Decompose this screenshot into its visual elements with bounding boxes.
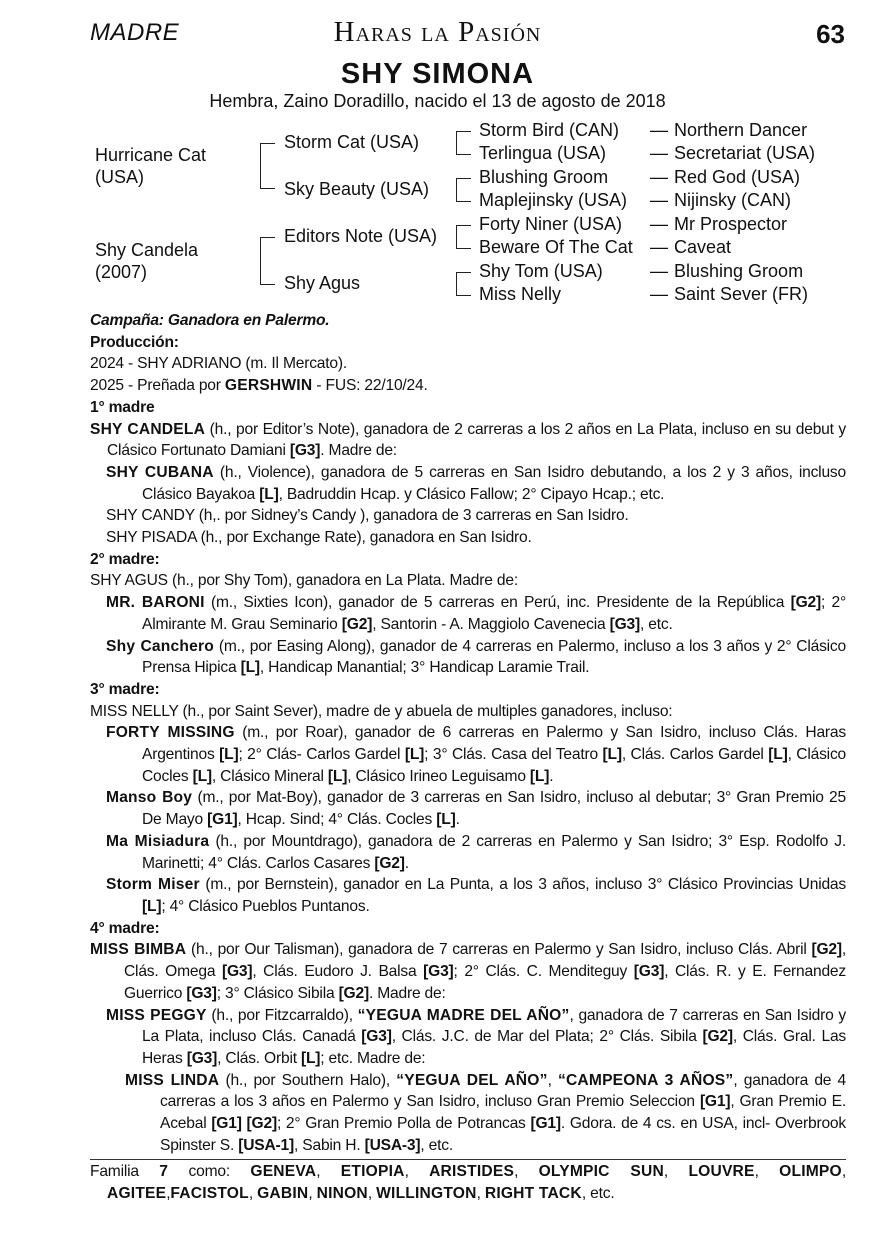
pedigree-gen4: Red God (USA) — [674, 167, 801, 187]
pedigree-gen4: Secretariat (USA) — [674, 143, 816, 163]
text: , Badruddin Hcap. y Clásico Fallow; 2° Cipayo Hcap.; etc. — [278, 485, 665, 503]
horse-subtitle: Hembra, Zaino Doradillo, nacido el 13 de agosto de 2018 — [209, 91, 666, 111]
text: , Clás. Gral. Las Heras — [142, 1028, 847, 1067]
grade-label: [L] — [219, 746, 239, 764]
offspring-entry — [90, 462, 846, 505]
horse-name-bold: MISS BIMBA — [90, 941, 187, 959]
text: , Clás. J.C. de Mar del Plata; 2° Clás. Sibila — [391, 1028, 703, 1046]
text: (h., por Editor’s Note), ganadora de 2 carreras a los 2 años en La Plata, incluso en su debut y Clásico Fortunato Damiani — [107, 420, 847, 460]
text: (m., por Mat-Boy), ganador de 3 carreras en San Isidro, incluso al debutar; 3° Gran Premio 25 De Mayo — [142, 789, 846, 829]
text: , — [404, 1163, 430, 1181]
text: 2025 - Preñada por — [90, 377, 225, 395]
horse-name-bold: Manso Boy — [106, 789, 193, 807]
text: (h., Violence), ganadora de 5 carreras en San Isidro debutando, a los 2 y 3 años, incluso Clásico Bayakoa — [142, 463, 846, 503]
text: , — [841, 1163, 846, 1181]
text: . Gdora. de 4 cs. en USA, incl- Overbrook Spinster S. — [160, 1115, 846, 1154]
dash: — — [650, 143, 668, 163]
text: , etc. — [420, 1136, 453, 1154]
grade-label: [L] — [602, 746, 622, 764]
text: , — [248, 1185, 258, 1203]
offspring-entry: SHY CANDY (h,. por Sidney’s Candy ), ganadora de 3 carreras en San Isidro. — [106, 507, 629, 525]
madre2-heading: 2° madre: — [90, 550, 160, 568]
text: ; 2° Clás. C. Menditeguy — [453, 963, 634, 981]
award-title: “YEGUA DEL AÑO” — [396, 1071, 548, 1089]
production-entry: 2024 - SHY ADRIANO (m. Il Mercato). — [90, 355, 348, 373]
pedigree-gen2: Sky Beauty (USA) — [284, 179, 430, 199]
section-label: MADRE — [90, 19, 180, 46]
grade-label: [L] — [327, 767, 348, 785]
family-horse: WILLINGTON — [376, 1185, 477, 1203]
bracket — [456, 131, 471, 155]
text: - FUS: 22/10/24. — [312, 377, 428, 395]
text: ; 2° Almirante M. Grau Seminario — [142, 594, 846, 633]
grade-label: [G3] — [221, 963, 253, 981]
madre4-heading: 4° madre: — [90, 919, 160, 937]
grade-label: [G3] — [609, 615, 641, 633]
dash: — — [650, 120, 668, 140]
text: , Hcap. Sind; 4° Clás. Cocles — [237, 811, 437, 829]
text: , — [316, 1163, 341, 1181]
text: , Clásico Irineo Leguisamo — [347, 767, 530, 785]
dam-entry: SHY AGUS (h., por Shy Tom), ganadora en La Plata. Madre de: — [90, 572, 518, 590]
grade-label: [G2] — [811, 941, 842, 959]
dam-entry — [90, 939, 846, 1004]
text: , etc. — [640, 615, 673, 633]
pedigree-gen4: Saint Sever (FR) — [674, 284, 809, 304]
pedigree-gen2: Editors Note (USA) — [284, 226, 438, 246]
text: (m., Sixties Icon), ganador de 5 carreras en Perú, inc. Presidente de la República — [204, 594, 791, 612]
text: , — [166, 1185, 171, 1203]
grade-label: [L] — [192, 767, 212, 785]
text: . Madre de: — [320, 442, 397, 460]
pedigree-sire: Hurricane Cat (USA) — [95, 145, 207, 187]
grade-label: [G2] — [790, 594, 821, 612]
madre3-heading: 3° madre: — [90, 680, 160, 698]
grade-label: [G3] — [186, 1049, 218, 1067]
pedigree-gen3: Storm Bird (CAN) — [479, 120, 620, 140]
pedigree-gen3: Miss Nelly — [479, 284, 562, 304]
family-horse: FACISTOL — [170, 1185, 249, 1203]
grade-label: [G3] — [186, 984, 217, 1002]
grade-label: [USA-1] — [238, 1136, 294, 1154]
text: ; 3° Clás. Casa del Teatro — [424, 746, 603, 764]
grade-label: [L] — [300, 1049, 321, 1067]
text: ; 4° Clásico Pueblos Puntanos. — [161, 897, 370, 915]
text: , — [547, 1071, 558, 1089]
text: , — [663, 1163, 689, 1181]
text: , — [476, 1185, 485, 1203]
text: (m., por Bernstein), ganador en La Punta, a los 3 años, incluso 3° Clásico Provincias Unidas — [199, 876, 846, 894]
dam-entry — [90, 419, 846, 462]
text: , ganadora de 4 carreras a los 3 años en Palermo y San Isidro, incluso Gran Premio Seleccion — [160, 1071, 847, 1111]
text: ; 2° Clás- Carlos Gardel — [238, 746, 405, 764]
award-title: “YEGUA MADRE DEL AÑO” — [357, 1006, 570, 1024]
family-number: 7 — [159, 1163, 169, 1181]
stallion-name: GERSHWIN — [224, 377, 313, 395]
dash: — — [650, 214, 668, 234]
text: . — [549, 767, 554, 785]
text: (h., por Mountdrago), ganadora de 2 carreras en Palermo y San Isidro; 3° Esp. Rodolfo J. Marinetti; 4° Clás. Carlos Casares — [142, 832, 846, 872]
stud-name: Haras la Pasión — [333, 16, 542, 48]
offspring-entry: SHY PISADA (h., por Exchange Rate), ganadora en San Isidro. — [106, 529, 532, 547]
bracket — [456, 225, 471, 249]
offspring-entry — [90, 831, 846, 874]
offspring-entry — [90, 722, 846, 787]
grade-label: [L] — [240, 659, 260, 677]
text: , Clás. Orbit — [217, 1049, 301, 1067]
pedigree-gen3: Beware Of The Cat — [479, 237, 633, 257]
pedigree-gen4: Blushing Groom — [674, 261, 804, 281]
grade-label: [G3] — [633, 963, 665, 981]
pedigree-gen3: Maplejinsky (USA) — [479, 190, 628, 210]
text: , Handicap Manantial; 3° Handicap Laramie Trail. — [259, 659, 590, 677]
text: (m., por Roar), ganador de 6 carreras en Palermo y San Isidro, incluso Clás. Haras Argentinos — [142, 724, 846, 764]
dash: — — [650, 167, 668, 187]
text: , Clás. Eudoro J. Balsa — [252, 963, 424, 981]
text: (h., por Southern Halo), — [219, 1071, 397, 1089]
text: . Madre de: — [368, 984, 446, 1002]
dash: — — [650, 261, 668, 281]
family-horse: RIGHT TACK — [484, 1185, 582, 1203]
dash: — — [650, 237, 668, 257]
grade-label: [G2] — [246, 1115, 277, 1133]
grade-label: [USA-3] — [364, 1136, 421, 1154]
pedigree-gen2: Shy Agus — [284, 273, 361, 293]
text: , Clás. Omega — [124, 941, 846, 981]
grade-label: [G2] — [341, 615, 373, 633]
text: , Clás. Carlos Gardel — [621, 746, 769, 764]
horse-name-bold: Shy Canchero — [106, 637, 214, 655]
offspring-entry — [90, 1005, 846, 1070]
text: , Clásico Mineral — [211, 767, 328, 785]
pedigree-gen4: Mr Prospector — [674, 214, 788, 234]
horse-name-bold: SHY CUBANA — [106, 463, 214, 481]
page-number: 63 — [816, 19, 845, 49]
pedigree-gen4: Nijinsky (CAN) — [674, 190, 791, 210]
pedigree-dam: Shy Candela (2007) — [95, 240, 199, 282]
grade-label: [G3] — [361, 1028, 392, 1046]
text: , Sabin H. — [294, 1136, 365, 1154]
horse-name-bold: MISS PEGGY — [106, 1006, 207, 1024]
bracket — [456, 178, 471, 202]
text: , — [754, 1163, 780, 1181]
grade-label: [L] — [259, 485, 279, 503]
grade-label: [L] — [529, 767, 550, 785]
grade-label: [L] — [142, 897, 162, 915]
grade-label: [L] — [404, 746, 425, 764]
family-horse: GABIN — [257, 1185, 309, 1203]
pedigree-gen2: Storm Cat (USA) — [284, 132, 420, 152]
family-horse: NINON — [316, 1185, 368, 1203]
text: , — [308, 1185, 317, 1203]
text: (h., por Our Talisman), ganadora de 7 carreras en Palermo y San Isidro, incluso Clás. Abril — [186, 941, 812, 959]
text: , Gran Premio E. Acebal — [160, 1093, 846, 1133]
production-entry — [90, 375, 846, 397]
offspring-entry — [90, 636, 846, 679]
text: , Santorin - A. Maggiolo Cavenecia — [372, 615, 610, 633]
dam-entry: MISS NELLY (h., por Saint Sever), madre de y abuela de multiples ganadores, incluso: — [90, 702, 673, 720]
horse-name-bold: SHY CANDELA — [90, 420, 206, 438]
bracket — [260, 237, 275, 285]
family-horse: GENEVA — [250, 1163, 317, 1181]
grade-label: [G1] — [207, 811, 238, 829]
text: Familia — [90, 1163, 160, 1181]
grade-label: [G2] — [374, 854, 405, 872]
grade-label: [G1] — [530, 1115, 561, 1133]
family-horse: AGITEE — [107, 1185, 167, 1203]
campaign-line: Campaña: Ganadora en Palermo. — [90, 312, 330, 329]
award-title: “CAMPEONA 3 AÑOS” — [557, 1071, 734, 1089]
family-horse: LOUVRE — [688, 1163, 755, 1181]
text: (h., por Fitzcarraldo), — [206, 1006, 358, 1024]
family-line — [90, 1159, 846, 1204]
text: , — [367, 1185, 377, 1203]
pedigree-gen4: Northern Dancer — [674, 120, 808, 140]
grade-label: [L] — [768, 746, 788, 764]
text: , Clásico Cocles — [142, 746, 847, 785]
catalog-body — [90, 310, 846, 1205]
text: , ganadora de 7 carreras en San Isidro y La Plata, incluso Clás. Canadá — [142, 1006, 847, 1046]
text: como: — [168, 1163, 251, 1181]
pedigree-gen3: Forty Niner (USA) — [479, 214, 623, 234]
grade-label: [G3] — [423, 963, 454, 981]
family-horse: ARISTIDES — [429, 1163, 515, 1181]
grade-label: [G1] — [699, 1093, 731, 1111]
grade-label: [L] — [436, 811, 456, 829]
offspring-entry — [90, 874, 846, 917]
pedigree-gen3: Shy Tom (USA) — [479, 261, 603, 281]
bracket — [456, 272, 471, 296]
text: ; 2° Gran Premio Polla de Potrancas — [276, 1115, 531, 1133]
text: . — [455, 811, 460, 829]
pedigree-gen3: Blushing Groom — [479, 167, 609, 187]
grade-label: [G2] — [338, 984, 369, 1002]
text: , Clás. R. y E. Fernandez Guerrico — [124, 963, 846, 1002]
grade-label: [G1] — [211, 1115, 242, 1133]
madre1-heading: 1° madre — [90, 398, 155, 416]
horse-name: SHY SIMONA — [340, 58, 535, 90]
text: ; etc. Madre de: — [320, 1049, 426, 1067]
text: . — [404, 854, 409, 872]
horse-name-bold: Ma Misiadura — [106, 832, 210, 850]
text: (m., por Easing Along), ganador de 4 carreras en Palermo, incluso a los 3 años y 2° Clásico Prensa Hipica — [142, 637, 847, 677]
horse-name-bold: MR. BARONI — [106, 594, 205, 612]
family-horse: OLYMPIC SUN — [538, 1163, 664, 1181]
dash: — — [650, 284, 668, 304]
bracket — [260, 143, 275, 189]
pedigree-gen4: Caveat — [674, 237, 732, 257]
horse-name-bold: Storm Miser — [106, 876, 200, 894]
offspring-entry — [90, 787, 846, 830]
text: , — [514, 1163, 539, 1181]
family-horse: ETIOPIA — [340, 1163, 405, 1181]
text: , etc. — [581, 1185, 615, 1203]
text: ; 3° Clásico Sibila — [216, 984, 339, 1002]
production-heading: Producción: — [90, 333, 179, 351]
offspring-entry — [90, 1070, 846, 1157]
pedigree-gen3: Terlingua (USA) — [479, 143, 607, 163]
dash: — — [650, 190, 668, 210]
family-horse: OLIMPO — [779, 1163, 842, 1181]
horse-name-bold: FORTY MISSING — [106, 724, 235, 742]
grade-label: [G2] — [702, 1028, 733, 1046]
grade-label: [G3] — [289, 442, 321, 460]
horse-name-bold: MISS LINDA — [125, 1071, 220, 1089]
offspring-entry — [90, 592, 846, 635]
